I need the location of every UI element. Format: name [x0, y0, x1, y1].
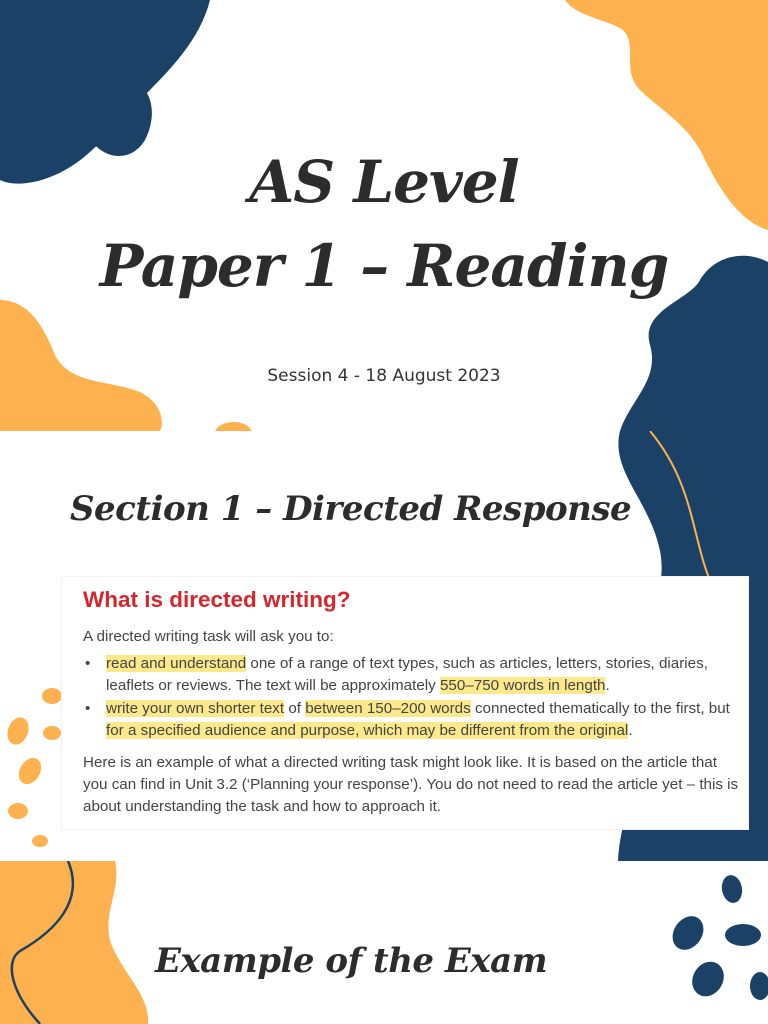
orange-dot: [42, 688, 62, 704]
example-slide: [0, 861, 768, 1024]
title-slide: [0, 0, 768, 431]
excerpt-intro: A directed writing task will ask you to:: [83, 628, 334, 645]
orange-dot-bottom: [215, 422, 252, 431]
session-subtitle: Session 4 - 18 August 2023: [267, 366, 501, 386]
text: connected thematically to the first, but: [470, 700, 730, 717]
bullet-icon: •: [85, 655, 91, 672]
text: one of a range of text types, such as articles, letters, stories, diaries, leaflets or reviews. The text will be approximately: [106, 655, 708, 694]
orange-dot: [4, 714, 32, 747]
textbook-excerpt: [62, 577, 748, 829]
text: .: [605, 677, 610, 694]
highlight: for a specified audience and purpose, which may be different from the original: [106, 722, 629, 739]
main-title: [0, 140, 768, 308]
navy-dot: [686, 956, 730, 1002]
text: .: [628, 722, 633, 739]
bullet-icon: •: [85, 700, 91, 717]
orange-dot: [8, 803, 28, 819]
navy-dot: [750, 972, 768, 1000]
title-line-1: AS Level: [249, 148, 519, 216]
highlight: between 150–200 words: [305, 700, 471, 717]
orange-dot: [14, 754, 45, 788]
section-heading: Section 1 – Directed Response: [70, 489, 632, 529]
highlight: write your own shorter text: [106, 700, 285, 717]
list-item: [83, 698, 743, 742]
excerpt-paragraph: Here is an example of what a directed writing task might look like. It is based on the article that you can find in Unit 3.2 (‘Planning your response’). You do not need to read the article yet – this is about understanding the task and how to approach it.: [83, 754, 739, 815]
excerpt-heading: What is directed writing?: [83, 587, 351, 612]
navy-dot: [725, 924, 761, 946]
section-slide: [0, 431, 768, 861]
orange-dot: [32, 835, 48, 847]
list-item: [83, 653, 743, 697]
highlight: 550–750 words in length: [439, 677, 606, 694]
orange-dot: [43, 726, 61, 740]
text: of: [284, 700, 306, 717]
example-heading: Example of the Exam: [155, 941, 548, 981]
title-line-2: Paper 1 – Reading: [99, 232, 669, 301]
excerpt-bullet-list: [83, 653, 743, 743]
navy-dot: [666, 910, 710, 956]
navy-dot: [720, 873, 745, 904]
highlight: read and understand: [106, 655, 247, 672]
